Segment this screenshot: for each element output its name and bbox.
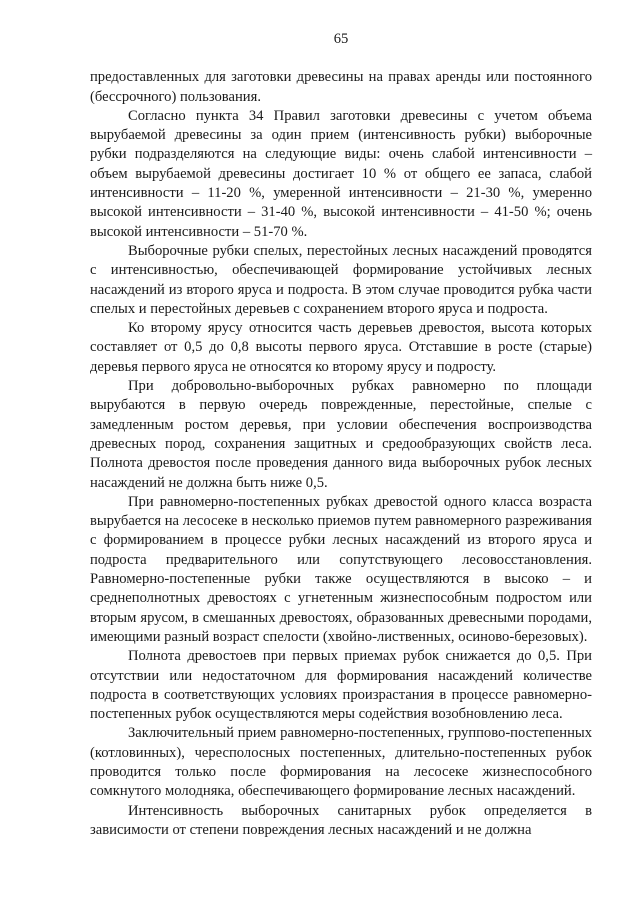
paragraph-intensity-classes: Согласно пункта 34 Правил заготовки древесины с учетом объема вырубаемой древесины за один прием (интенсивность рубки) выборочные рубки подразделяются на следующие виды: очень слабой интенсивности – объем вырубаемой древесины достигает 10 % от общего ее запаса, слабой интенсивности – 11-20 %, умеренной интенсивности – 21-30 %, умеренно высокой интенсивности – 31-40 %, высокой интенсивности – 41-50 %; очень высокой интенсивности – 51-70 %. [90, 107, 592, 240]
paragraph-final-stage: Заключительный прием равномерно-постепенных, группово-постепенных (котловинных), чересполосных постепенных, длительно-постепенных рубок проводится только после формирования на лесосеке жизнеспособного сомкнутого молодняка, обеспечивающего формирование лесных насаждений. [90, 725, 592, 800]
page-number: 65 [333, 31, 349, 47]
paragraph-sanitary-intensity: Интенсивность выборочных санитарных рубок определяется в зависимости от степени повреждения лесных насаждений и не должна [90, 802, 592, 838]
paragraph-voluntary-selective: При добровольно-выборочных рубках равномерно по площади вырубаются в первую очередь поврежденные, перестойные, спелые с замедленным ростом деревья, при условии обеспечения воспроизводства древесных пород, сохранения защитных и средообразующих свойств леса. Полнота древостоя после проведения данного вида выборочных рубок лесных насаждений не должна быть ниже 0,5. [90, 378, 592, 491]
paragraph-second-tier: Ко второму ярусу относится часть деревьев древостоя, высота которых составляет от 0,5 до 0,8 высоты первого яруса. Отставшие в росте (старые) деревья первого яруса не относятся ко второму ярусу и подросту. [90, 320, 592, 375]
document-page [90, 30, 592, 840]
paragraph-continuation: предоставленных для заготовки древесины на правах аренды или постоянного (бессрочного) пользования. [90, 69, 592, 105]
paragraph-mature-stands: Выборочные рубки спелых, перестойных лесных насаждений проводятся с интенсивностью, обеспечивающей формирование устойчивых лесных насаждений из второго яруса и подроста. В этом случае проводится рубка части спелых и перестойных деревьев с сохранением второго яруса и подроста. [90, 242, 592, 317]
paragraph-stand-density: Полнота древостоев при первых приемах рубок снижается до 0,5. При отсутствии или недостаточном для формирования насаждений количестве подроста в соответствующих условиях произрастания в процессе равномерно-постепенных рубок осуществляются меры содействия возобновлению леса. [90, 648, 592, 723]
paragraph-uniform-gradual: При равномерно-постепенных рубках древостой одного класса возраста вырубается на лесосеке в несколько приемов путем равномерного разреживания с формированием в процессе рубки лесных насаждений из второго яруса и подроста предварительного или сопутствующего лесовосстановления. Равномерно-постепенные рубки также осуществляются в высоко – и среднеполнотных древостоях с угнетенным жизнеспособным подростом или вторым ярусом, в смешанных древостоях, образованных древесными породами, имеющими разный возраст спелости (хвойно-лиственных, осиново-березовых). [90, 493, 592, 645]
